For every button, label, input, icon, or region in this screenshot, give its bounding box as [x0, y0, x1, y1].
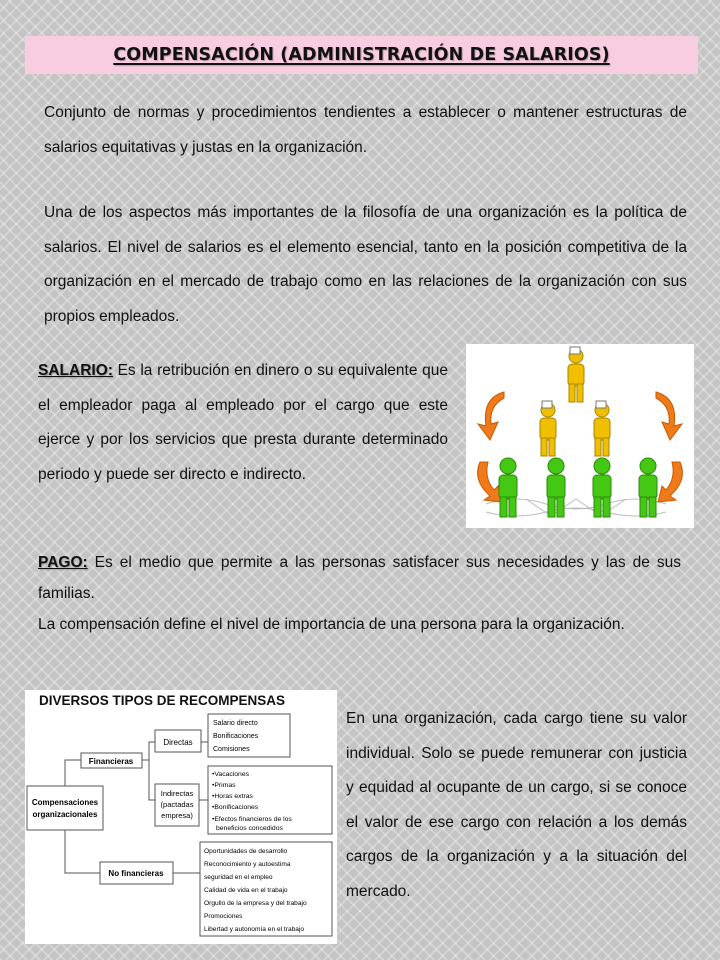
intro-paragraph: Conjunto de normas y procedimientos tendientes a establecer o mantener estructuras de salarios equitativas y justas en la organización.: [44, 104, 687, 156]
diagram-indirectas-line2: (pactadas: [160, 800, 194, 809]
rewards-tree: [25, 690, 337, 944]
hierarchy-illustration: [466, 344, 694, 528]
diagram-indirectas-item: •Efectos financieros de los: [212, 816, 292, 823]
philosophy-paragraph: Una de los aspectos más importantes de la filosofía de una organización es la política de salarios. El nivel de salarios es el elemento esencial, tanto en la posición competitiva de la organización en el mercado de trabajo como en las relaciones de la organización con sus propios empleados.: [44, 204, 687, 325]
diagram-no-financieras-item: Orgullo de la empresa y del trabajo: [204, 900, 307, 907]
diagram-no-financieras-item: seguridad en el empleo: [204, 874, 273, 881]
diagram-no-financieras-item: Calidad de vida en el trabajo: [204, 887, 288, 894]
diagram-root-line1: Compensaciones: [31, 798, 99, 807]
importance-paragraph: La compensación define el nivel de importancia de una persona para la organización.: [38, 616, 625, 633]
rewards-diagram: [25, 690, 337, 944]
title-banner: [25, 36, 698, 74]
diagram-root-line2: organizacionales: [32, 810, 98, 819]
page-title: COMPENSACIÓN (ADMINISTRACIÓN DE SALARIOS): [113, 45, 610, 65]
hierarchy-figures: [466, 344, 694, 528]
diagram-directas-item: Bonificaciones: [213, 733, 259, 740]
salario-definition: Es la retribución en dinero o su equivalente que el empleador paga al empleado por el cargo que este ejerce y por los servicios que presta durante determinado periodo y puede ser directo e indirecto.: [38, 362, 448, 483]
diagram-indirectas-item: beneficios concedidos: [216, 825, 283, 832]
diagram-directas: Directas: [163, 738, 193, 747]
salario-term: SALARIO:: [38, 362, 113, 379]
diagram-no-financieras-item: Oportunidades de desarrollo: [204, 848, 288, 855]
pago-paragraph: [38, 548, 681, 609]
diagram-no-financieras-item: Promociones: [204, 913, 243, 920]
diagram-directas-item: Comisiones: [213, 746, 250, 753]
diagram-financieras: Financieras: [88, 757, 134, 766]
diagram-no-financieras-item: Reconocimiento y autoestima: [204, 861, 291, 868]
closing-paragraph: En una organización, cada cargo tiene su valor individual. Solo se puede remunerar con justicia y equidad al ocupante de un cargo, si se conoce el valor de ese cargo con relación a los demás cargos de la organización y a la situación del mercado.: [346, 710, 687, 900]
diagram-title: DIVERSOS TIPOS DE RECOMPENSAS: [39, 693, 286, 708]
diagram-indirectas-item: •Horas extras: [212, 793, 253, 800]
diagram-indirectas-item: •Vacaciones: [212, 771, 250, 778]
diagram-indirectas-line3: empresa): [161, 811, 193, 820]
diagram-indirectas-line1: Indirectas: [160, 789, 194, 798]
diagram-no-financieras-item: Libertad y autonomía en el trabajo: [204, 926, 305, 933]
diagram-indirectas-item: •Primas: [212, 782, 236, 789]
diagram-indirectas-item: •Bonificaciones: [212, 804, 259, 811]
diagram-directas-item: Salario directo: [213, 720, 258, 727]
pago-definition: Es el medio que permite a las personas satisfacer sus necesidades y las de sus familias.: [38, 554, 681, 602]
diagram-no-financieras: No financieras: [108, 869, 164, 878]
salario-paragraph: [38, 354, 448, 492]
pago-term: PAGO:: [38, 554, 88, 571]
